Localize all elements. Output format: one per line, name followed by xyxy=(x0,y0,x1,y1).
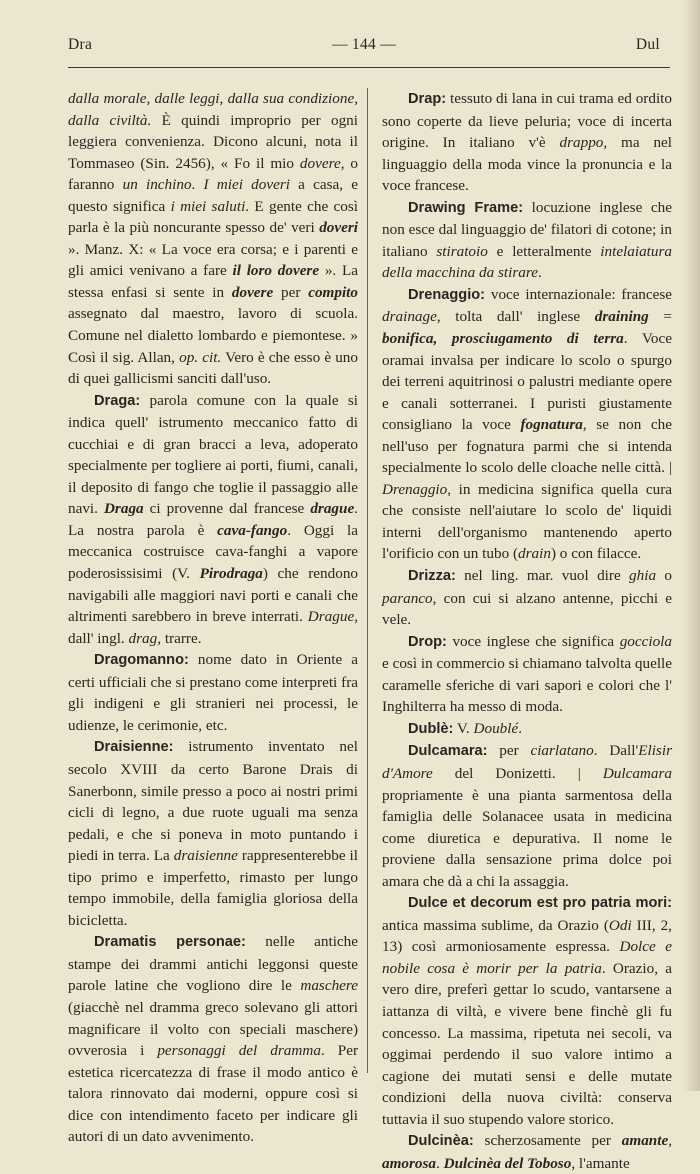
text-run: Elisir d'Amore xyxy=(382,742,672,782)
text-run: ) che rendono navigabili alle maggiori navi porti e canali che altrimenti sarebbero in breve interrati. xyxy=(68,565,359,626)
text-run: propriamente è una pianta sarmentosa della famiglia delle Solanacee usata in medicina come diuretica e depurativa. Il nome le proviene dalla sensazione prima dolce poi amara che dà a chi la assaggia. xyxy=(382,786,672,890)
text-run: È quindi improprio per ogni leggiera convenienza. Dicono alcuni, nota il Tommaseo (Sin. 2456), « Fo il mio xyxy=(68,111,358,172)
text-run: (giacchè nel dramma greco solevano gli attori magnificare il volto con speciali maschere) ovverosia i xyxy=(68,998,358,1060)
dictionary-entry xyxy=(382,88,672,197)
text-run: i miei saluti xyxy=(170,197,246,215)
text-run: . Voce oramai invalsa per indicare lo scolo o spurgo dei terreni aquitrinosi o palustri mediante opere e canali sotterranei. I puristi giustamente consigliano la voce xyxy=(382,330,673,434)
header-left-guideword: Dra xyxy=(68,36,93,53)
text-run: a casa, e questo significa xyxy=(68,176,358,215)
entry-headword: Drenaggio: xyxy=(408,286,486,303)
text-run: , ma nel linguaggio della moda vince la pronuncia e la voce francese. xyxy=(382,134,672,195)
text-run: op. cit. xyxy=(179,348,222,366)
text-run: del Donizetti. | xyxy=(432,764,603,782)
dictionary-entry xyxy=(382,284,672,565)
text-run: . Dall' xyxy=(593,742,639,760)
text-run: gocciola xyxy=(619,632,672,650)
entry-headword: Dulce et decorum est pro patria mori: xyxy=(408,895,672,912)
text-run: parola comune con la quale si indica quell' istrumento meccanico fatto di cucchiai e di gran bracci a leva, adoperato specialmente per togliere ai porti, fiumi, canali, il deposito di fango che toglie il passaggio alle navi. xyxy=(68,391,358,518)
text-run: maschere xyxy=(300,977,358,995)
text-run: = xyxy=(648,308,672,326)
entry-headword: Draisienne: xyxy=(94,739,174,756)
text-run: ciarlatano xyxy=(530,742,594,760)
text-run: , se non che nell'uso per fognatura parmi che si intenda specialmente lo scolo delle cloache nelle città. | xyxy=(382,416,672,477)
header-right-guideword: Dul xyxy=(635,36,660,53)
entry-headword: Draga: xyxy=(94,392,141,409)
text-run: stiratoio xyxy=(436,242,488,260)
dictionary-entry xyxy=(68,649,358,736)
text-run: Draga xyxy=(103,500,144,518)
text-run: . xyxy=(518,719,523,737)
text-run: , xyxy=(668,1132,672,1150)
column-divider xyxy=(367,88,368,1073)
text-run: . E gente che così parla è la più noncurante spesso de' veri xyxy=(68,197,359,237)
text-run: drainage xyxy=(382,308,437,326)
text-run: ) o con filacce. xyxy=(550,545,642,563)
page-number: — 144 — xyxy=(331,36,397,53)
text-run: Drenaggio xyxy=(382,480,448,498)
text-run: drag xyxy=(128,629,158,647)
text-run: Dolce e nobile cosa è morir per la patria xyxy=(382,938,672,977)
left-column xyxy=(68,88,358,1148)
text-run: istrumento inventato nel secolo XVIII da certo Barone Drais di Sanerbonn, simile presso a poco ai nostri primi cicli di legno, a due ruote uguali ma senza pedali, e che si poneva in moto puntando i piedi in terra. La xyxy=(68,738,358,865)
text-run: drague xyxy=(310,500,355,518)
text-run: . Orazio, a vero dire, preferì gettar lo scudo, vantarsene a iattanza di viltà, e vivere bene finchè gli fu concesso. La massima, ripetuta nei secoli, va oggimai perdendo il suo valore intimo a cagione dei mutati sensi e delle mutate condizioni della nuova civiltà: conserva tuttavia il suo stupendo valore storico. xyxy=(382,959,672,1128)
text-run: scherzosamente per xyxy=(473,1132,622,1150)
text-run: voce inglese che significa xyxy=(446,632,620,650)
dictionary-entry xyxy=(382,1130,672,1174)
text-run: . xyxy=(191,176,204,194)
text-run: ». Manz. X: « La voce era corsa; e i parenti e gli amici venivano a fare xyxy=(68,240,358,280)
text-run: e letteralmente xyxy=(487,242,601,260)
text-run: dovere xyxy=(299,154,341,172)
dictionary-entry xyxy=(382,892,672,1130)
text-run: draisienne xyxy=(173,847,238,865)
text-run: draining xyxy=(594,308,649,326)
text-run: nel ling. mar. vuol dire xyxy=(455,567,630,585)
text-run: per xyxy=(487,742,531,760)
text-run: , l'amante xyxy=(571,1154,630,1172)
text-run: paranco xyxy=(382,589,433,607)
text-run: drain xyxy=(518,545,551,563)
entry-headword: Drizza: xyxy=(408,568,456,585)
text-run: e così in commercio si chiamano talvolta quelle caramelle sferiche di vari sapori e colori che l' Inghilterra ha messo di moda. xyxy=(382,655,672,716)
text-run: , in medicina significa quella cura che consiste nell'aiutare lo scolo de' liquidi interni dell'organismo mantenendo aperto l'orificio con un tubo ( xyxy=(382,480,672,563)
text-run: ghia xyxy=(629,567,657,585)
text-run: ci provenne dal francese xyxy=(143,500,311,518)
text-run: per xyxy=(273,283,309,301)
right-column xyxy=(382,88,672,1174)
text-run: bonifica, prosciugamento di terra xyxy=(382,330,624,348)
text-run: locuzione inglese che non esce dal linguaggio de' filatori di cotone; in italiano xyxy=(382,198,672,260)
text-run: ». La stessa enfasi si sente in xyxy=(68,262,358,301)
dictionary-entry xyxy=(68,736,358,931)
text-run: , dall' ingl. xyxy=(68,608,358,647)
text-run: o xyxy=(656,567,672,585)
text-run: drappo xyxy=(559,134,604,152)
text-run: voce internazionale: francese xyxy=(485,285,672,303)
dictionary-entry xyxy=(382,718,672,741)
entry-headword: Dragomanno: xyxy=(94,652,189,669)
text-run: Pirodraga xyxy=(199,565,263,583)
text-run: . La nostra parola è xyxy=(68,500,358,539)
text-run: assegnato dal maestro, lavoro di scuola. Comune nel dialetto lombardo e piemontese. » Così il sig. Allan, xyxy=(68,305,358,366)
entry-headword: Drawing Frame: xyxy=(408,199,524,216)
text-run: , con cui si alzano antenne, picchi e vele. xyxy=(382,589,672,629)
text-run: tessuto di lana in cui trama ed ordito sono coperte da lieve peluria; voce di incerta origine. In italiano v'è xyxy=(382,90,672,152)
text-run: doveri xyxy=(319,219,358,237)
dictionary-entry xyxy=(382,565,672,631)
text-run: Drague xyxy=(307,608,355,626)
text-run: personaggi del dramma xyxy=(157,1042,321,1060)
text-run: antica massima sublime, da Orazio ( xyxy=(382,916,609,934)
text-run: rappresenterebbe il tipo primo e imperfetto, rimasto per lungo tempo immobile, della famiglia gloriosa della bicicletta. xyxy=(68,847,358,929)
text-run: . xyxy=(436,1154,444,1172)
entry-headword: Dramatis personae: xyxy=(94,934,246,951)
entry-headword: Drop: xyxy=(408,633,447,650)
text-run: un inchino xyxy=(122,176,192,194)
dictionary-entry xyxy=(382,631,672,718)
dictionary-entry xyxy=(382,197,672,284)
entry-headword: Drap: xyxy=(408,91,447,107)
text-run: Doublé xyxy=(473,719,519,737)
entry-headword: Dulcamara: xyxy=(408,743,488,760)
continued-paragraph xyxy=(68,88,358,390)
text-run: . Per estetica ricercatezza di frase il modo antico è talora rinnovato dai moderni, oppure così si dice con intendimento faceto per indicare gli autori di un dato avvenimento. xyxy=(68,1042,358,1146)
text-run: nelle antiche stampe dei drammi antichi leggonsi queste parole latine che vogliono dire le xyxy=(68,933,358,995)
text-run: . xyxy=(537,264,542,282)
text-run: Vero è che esso è uno di quei gallicismi sanciti dall'uso. xyxy=(68,348,358,388)
text-run: III, 2, 13) così armoniosamente espressa. xyxy=(382,916,672,956)
text-run: V. xyxy=(453,719,474,737)
dictionary-entry xyxy=(382,740,672,892)
text-run: , o faranno xyxy=(68,154,358,194)
text-run: cava-fango xyxy=(217,521,288,539)
text-run: dovere xyxy=(231,283,274,301)
text-run: il loro dovere xyxy=(232,262,320,280)
text-run: , tolta dall' inglese xyxy=(436,308,595,326)
text-run: . Oggi la meccanica costruisce cava-fanghi a vapore poderosissisimi (V. xyxy=(68,521,358,583)
text-run: fognatura xyxy=(520,416,583,434)
dictionary-entry xyxy=(68,390,358,650)
entry-headword: Dublè: xyxy=(408,720,454,737)
text-run: Odi xyxy=(608,916,632,934)
page-header xyxy=(68,36,660,60)
text-run: Dulcamara xyxy=(602,764,672,782)
header-rule xyxy=(68,67,670,68)
text-run: compito xyxy=(308,283,358,301)
text-run: amante xyxy=(621,1132,669,1150)
dictionary-entry xyxy=(68,931,358,1147)
text-run: I miei doveri xyxy=(203,176,290,194)
entry-headword: Dulcinèa: xyxy=(408,1133,474,1150)
page-edge-shadow xyxy=(682,0,700,1091)
text-run: nome dato in Oriente a certi ufficiali che si prestano come interpreti fra gli indigeni e gli stranieri nei processi, le udienze, le cerimonie, etc. xyxy=(68,651,358,734)
text-run: intelaiatura della macchina da stirare xyxy=(382,242,672,282)
text-run: dalla morale, dalle leggi, dalla sua condizione, dalla civiltà. xyxy=(68,90,358,129)
text-run: , trarre. xyxy=(157,629,202,647)
text-run: amorosa xyxy=(382,1154,437,1172)
text-run: Dulcinèa del Toboso xyxy=(443,1154,572,1172)
